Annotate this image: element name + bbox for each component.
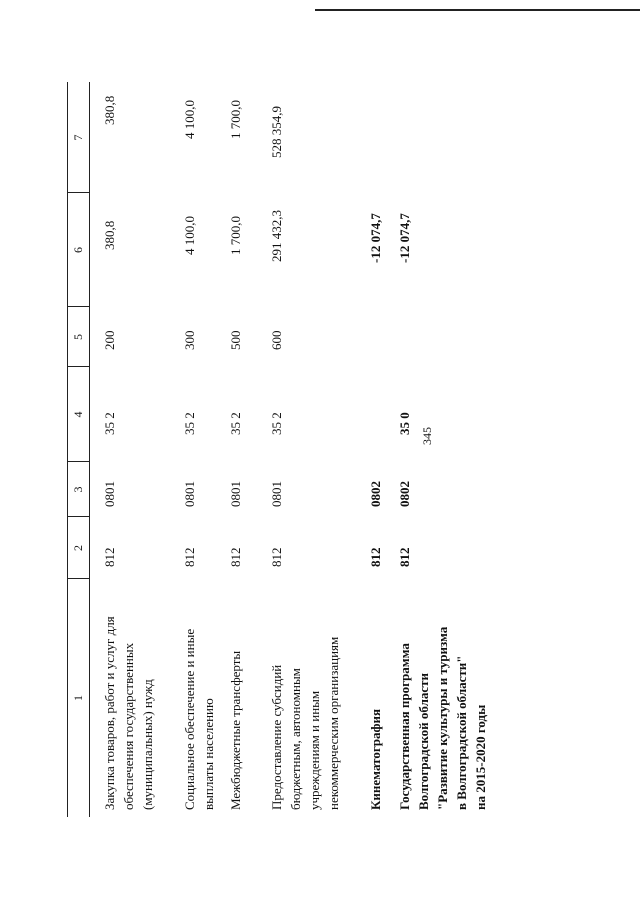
row-name-line: Предоставление субсидий	[269, 664, 284, 810]
row-name-line: Государственная программа	[397, 643, 412, 810]
row-c7: 380,8	[102, 95, 117, 125]
row-name-line: некоммерческим организациям	[326, 636, 341, 810]
header-col-6: 6	[71, 247, 85, 253]
row-c2: 812	[228, 547, 243, 567]
page-number: 345	[420, 427, 434, 445]
header-bottom-line	[89, 82, 90, 817]
row-c4: 35 2	[102, 412, 117, 435]
row-c4: 35 0	[397, 412, 412, 435]
row-c7: 4 100,0	[182, 100, 197, 139]
row-c4: 35 2	[182, 412, 197, 435]
row-c7: 1 700,0	[228, 100, 243, 139]
header-col-3: 3	[71, 486, 85, 493]
row-name-line: обеспечения государственных	[121, 642, 136, 810]
row-name-line: бюджетным, автономным	[288, 668, 303, 810]
row-c2: 812	[397, 547, 412, 567]
row-name-line: в Волгоградской области"	[454, 655, 469, 810]
row-c3: 0801	[269, 481, 284, 507]
row-name-line: Межбюджетные трансферты	[228, 650, 243, 810]
row-name-line: учреждениям и иным	[307, 690, 322, 810]
row-name-line: выплаты населению	[201, 698, 216, 810]
row-c3: 0801	[102, 481, 117, 507]
row-c5: 300	[182, 330, 197, 350]
header-col-5: 5	[71, 334, 85, 340]
row-c2: 812	[269, 547, 284, 567]
row-c4: 35 2	[269, 412, 284, 435]
row-name-line: на 2015-2020 годы	[473, 704, 488, 810]
header-col-1: 1	[71, 695, 85, 701]
header-col-4: 4	[71, 411, 85, 418]
row-name-line: Закупка товаров, работ и услуг для	[102, 616, 117, 810]
header-col-7: 7	[71, 134, 85, 141]
row-name-line: Волгоградской области	[416, 672, 431, 810]
row-c6: 1 700,0	[228, 216, 243, 255]
row-c4: 35 2	[228, 412, 243, 435]
row-c3: 0802	[368, 481, 383, 507]
header-col-2: 2	[71, 545, 85, 551]
row-c7: 528 354,9	[269, 106, 284, 158]
row-c5: 200	[102, 330, 117, 350]
row-c3: 0802	[397, 481, 412, 507]
row-name-line: (муниципальных) нужд	[140, 679, 155, 810]
row-c5: 600	[269, 330, 284, 350]
row-c6: -12 074,7	[397, 213, 412, 263]
row-c3: 0801	[182, 481, 197, 507]
row-c6: 4 100,0	[182, 216, 197, 255]
row-c5: 500	[228, 330, 243, 350]
row-c2: 812	[102, 547, 117, 567]
row-c6: 291 432,3	[269, 210, 284, 262]
row-c3: 0801	[228, 481, 243, 507]
row-c2: 812	[368, 547, 383, 567]
row-c2: 812	[182, 547, 197, 567]
row-name-line: "Развитие культуры и туризма	[435, 626, 450, 810]
row-c6: 380,8	[102, 220, 117, 250]
row-name-line: Кинематография	[368, 709, 383, 810]
row-c6: -12 074,7	[368, 213, 383, 263]
row-name-line: Социальное обеспечение и иные	[182, 628, 197, 810]
